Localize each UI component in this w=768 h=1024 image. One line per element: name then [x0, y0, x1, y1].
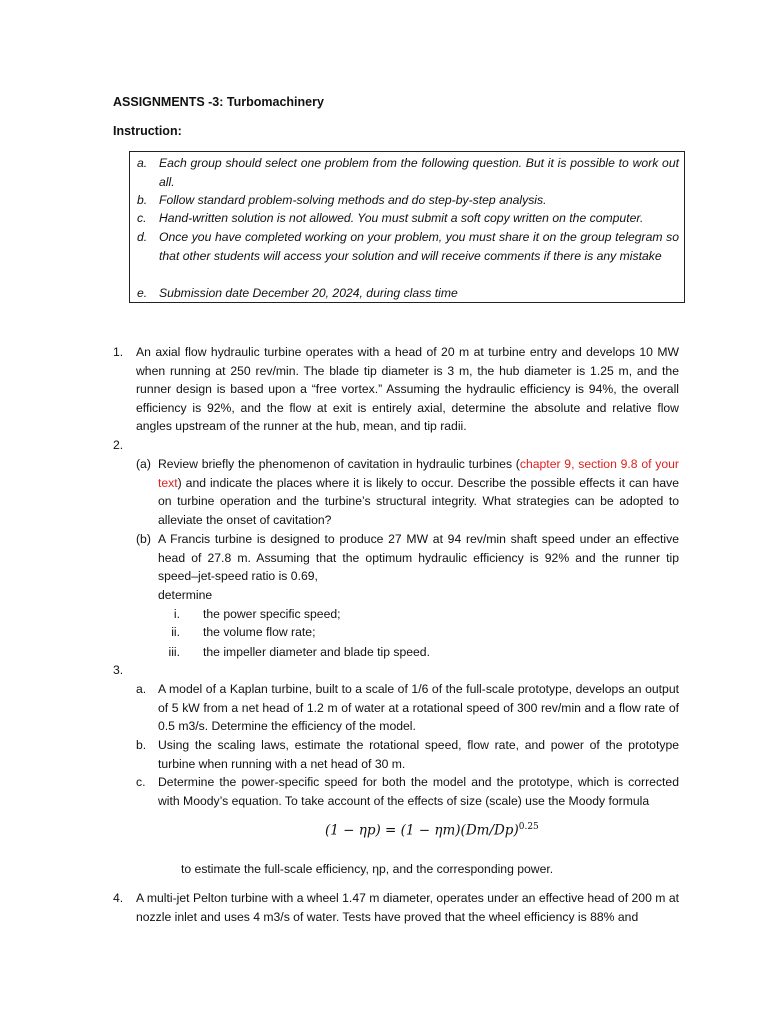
instruction-letter: d.: [137, 230, 148, 244]
part-label: b.: [136, 738, 147, 752]
instruction-letter: b.: [137, 193, 148, 207]
question-3b-text: Using the scaling laws, estimate the rotational speed, flow rate, and power of the prototype turbine when running with a net head of 30 m.: [158, 738, 679, 771]
question-2a-text-start: Review briefly the phenomenon of cavitation in hydraulic turbines (: [158, 457, 520, 471]
question-2a-text-end: ) and indicate the places where it is likely to occur. Describe the possible effects it can have on turbine operation and the turbine’s structural integrity. What strategies can be adopted to alleviate the onset of cavitation?: [158, 475, 679, 527]
sub-item-number: ii.: [171, 625, 180, 639]
part-label: a.: [136, 682, 147, 696]
instruction-box: [129, 151, 685, 303]
question-number: 3.: [113, 663, 124, 677]
instruction-text: Hand-written solution is not allowed. You must submit a soft copy written on the computer.: [159, 211, 644, 225]
instruction-text: Each group should select one problem from the following question. But it is possible to work out all.: [159, 156, 679, 189]
formula-main: (1 − ηp) = (1 − ηm)(Dm/Dp): [325, 822, 519, 839]
moody-formula: [325, 818, 545, 840]
question-number: 2.: [113, 438, 124, 452]
sub-item-text: the impeller diameter and blade tip speed.: [203, 645, 430, 659]
formula-followup-text: to estimate the full-scale efficiency, ηp, and the corresponding power.: [181, 862, 554, 876]
question-number: 1.: [113, 345, 124, 359]
question-2b-text: A Francis turbine is designed to produce 27 MW at 94 rev/min shaft speed under an effective head of 27.8 m. Assuming that the optimum hydraulic efficiency is 92% and the runner tip speed–jet-speed ratio is 0.69,: [158, 532, 679, 584]
sub-item-text: the power specific speed;: [203, 607, 341, 621]
part-label: (b): [136, 532, 151, 546]
question-3c-text: Determine the power-specific speed for both the model and the prototype, which is corrected with Moody’s equation. To take account of the effects of size (scale) use the Moody formula: [158, 775, 679, 808]
part-label: (a): [136, 457, 151, 471]
sub-item-number: i.: [173, 607, 180, 621]
question-2a-text: [158, 455, 679, 529]
question-4-text: A multi-jet Pelton turbine with a wheel 1.47 m diameter, operates under an effective head of 200 m at nozzle inlet and uses 4 m3/s of water. Tests have proved that the wheel efficiency is 88% and: [136, 891, 679, 924]
question-1-text: An axial flow hydraulic turbine operates with a head of 20 m at turbine entry and develops 10 MW when running at 250 rev/min. The blade tip diameter is 3 m, the hub diameter is 1.25 m, and the runner design is based upon a “free vortex.” Assuming the hydraulic efficiency is 94%, the overall efficiency is 92%, and the flow at exit is entirely axial, determine the absolute and relative flow angles upstream of the runner at the hub, mean, and tip radii.: [136, 345, 679, 434]
part-label: c.: [136, 775, 146, 789]
question-number: 4.: [113, 891, 124, 905]
sub-item-number: iii.: [168, 645, 180, 659]
textbook-reference: chapter 9, section 9.8 of your text: [158, 457, 679, 490]
instruction-letter: a.: [137, 156, 148, 170]
formula-exponent: 0.25: [518, 822, 539, 832]
instruction-text: Submission date December 20, 2024, during class time: [159, 286, 458, 300]
instruction-letter: c.: [137, 211, 147, 225]
assignment-title: ASSIGNMENTS -3: Turbomachinery: [113, 95, 324, 109]
sub-item-text: the volume flow rate;: [203, 625, 316, 639]
instruction-letter: e.: [137, 286, 148, 300]
question-3a-text: A model of a Kaplan turbine, built to a scale of 1/6 of the full-scale prototype, develops an output of 5 kW from a net head of 1.2 m of water at a rotational speed of 300 rev/min and a flow rate of 0.5 m3/s. Determine the efficiency of the model.: [158, 682, 679, 734]
instruction-text: Once you have completed working on your problem, you must share it on the group telegram so that other students will access your solution and will receive comments if there is any mistake: [159, 230, 679, 263]
determine-label: determine: [158, 588, 213, 602]
instruction-text: Follow standard problem-solving methods and do step-by-step analysis.: [159, 193, 547, 207]
instruction-label: Instruction:: [113, 124, 182, 138]
